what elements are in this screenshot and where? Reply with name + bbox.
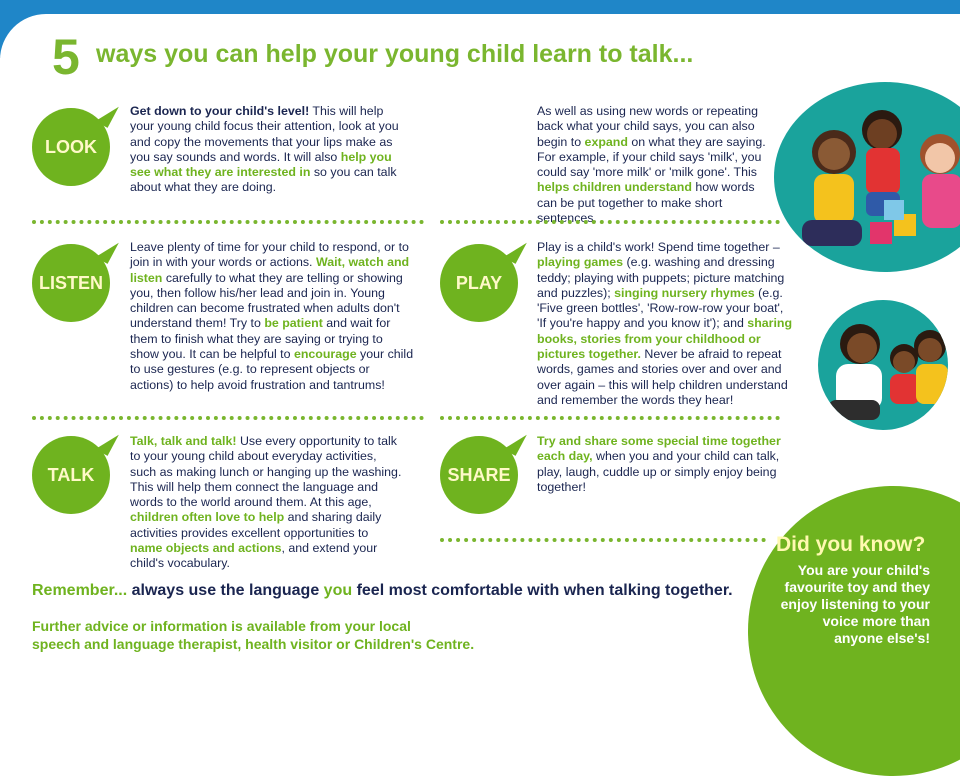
look-lead: Get down to your child's level! [130, 104, 310, 118]
share-text [537, 434, 793, 495]
divider [440, 538, 766, 542]
look-text [130, 104, 410, 196]
talk-highlight-1: Talk, talk and talk! [130, 434, 237, 448]
did-you-know-title: Did you know? [776, 533, 926, 556]
divider [440, 220, 780, 224]
divider [32, 416, 424, 420]
remember-you: you [323, 582, 353, 599]
look-body-2: so you can talk about what they are doing. [130, 165, 397, 195]
listen-label: LISTEN [38, 272, 103, 293]
share-highlight: Try and share some special time together each day, [537, 434, 781, 464]
play-body-3: (e.g. 'Five green bottles', 'Row-row-row your boat', 'If you're happy and you know it'); and [537, 285, 784, 331]
listen-highlight-3: encourage [293, 347, 357, 362]
look-speech-bubble [32, 108, 110, 186]
play-body-4: Never be afraid to repeat words, games and stories over and over and over again – this will help children understand and remember the words they hear! [537, 347, 788, 407]
share-body: when you and your child can talk, play, laugh, cuddle up or simply enjoy being together! [537, 449, 780, 494]
share-label: SHARE [447, 464, 511, 485]
further-advice [32, 617, 474, 653]
talk-speech-bubble [32, 436, 110, 514]
remember-body-1: always use the language [127, 582, 324, 599]
look-body-1: This will help your young child focus their attention, look at you and copy the movements that your lips make as you say sounds and words. It will also [130, 104, 399, 164]
look-highlight: help you see what they are interested in [130, 149, 392, 180]
listen-body-4: your child to use gestures (e.g. to represent objects or actions) to help avoid frustration and tantrums! [130, 347, 414, 392]
remember-line [32, 582, 733, 600]
listen-highlight-1: Wait, watch and listen [130, 255, 410, 285]
talk-body-2: and sharing daily activities provides excellent opportunities to [130, 510, 382, 540]
divider [440, 416, 780, 420]
play-speech-bubble [440, 244, 518, 322]
talk-label: TALK [47, 464, 95, 485]
expand-text [537, 104, 775, 226]
expand-body-3: how words can be put together to make short sentences. [537, 180, 755, 226]
listen-text [130, 240, 414, 393]
divider [32, 220, 424, 224]
expand-highlight-1: expand [584, 134, 628, 149]
expand-highlight-2: helps children understand [537, 180, 692, 195]
title-number: 5 [52, 29, 80, 85]
did-you-know-text: You are your child's favourite toy and they enjoy listening to your voice more than anyone else's! [780, 562, 930, 646]
play-text [537, 240, 795, 408]
listen-body-1: Leave plenty of time for your child to respond, or to join in with your words or actions. [130, 240, 409, 270]
remember-lead: Remember... [32, 582, 128, 599]
talk-highlight-3: name objects and actions [130, 541, 282, 556]
family-illustration [818, 300, 948, 430]
play-body-2: (e.g. washing and dressing teddy; playing with puppets; picture matching and puzzles); [537, 255, 785, 300]
play-highlight-3: sharing books, stories from your childhood or pictures together. [537, 316, 793, 362]
talk-text [130, 434, 404, 572]
talk-body-3: , and extend your child's vocabulary. [130, 541, 378, 571]
listen-highlight-2: be patient [264, 316, 323, 331]
family-icon [818, 300, 948, 430]
look-label: LOOK [45, 136, 97, 157]
expand-body-2: on what they are saying. For example, if your child says 'milk', you could say 'more milk' or 'milk gone'. This [537, 134, 766, 180]
further-line-2: speech and language therapist, health visitor or Children's Centre. [32, 636, 475, 652]
play-highlight-2: singing nursery rhymes [614, 285, 755, 300]
further-line-1: Further advice or information is available from your local [32, 618, 411, 634]
listen-speech-bubble [32, 244, 110, 322]
talk-body-1: Use every opportunity to talk to your young child about everyday activities, such as making lunch or hanging up the washing. This will help them connect the language and words to the world around them. At this age, [130, 434, 402, 510]
listen-body-2: carefully to what they are telling or showing you, then follow his/her lead and join in. Young children can become frustrated when adults don't understand them! Try to [130, 270, 403, 331]
play-label: PLAY [455, 272, 503, 293]
play-body-1: Play is a child's work! Spend time together – [537, 240, 780, 254]
play-highlight-1: playing games [537, 255, 624, 270]
share-speech-bubble [440, 436, 518, 514]
remember-body-2: feel most comfortable with when talking together. [352, 582, 733, 599]
expand-body-1: As well as using new words or repeating back what your child says, you can also begin to [537, 104, 759, 149]
title-text: ways you can help your young child learn to talk... [96, 40, 694, 68]
listen-body-3: and wait for them to finish what they are saying or trying to show you. It can be helpful to [130, 316, 391, 362]
talk-highlight-2: children often love to help [130, 510, 285, 525]
